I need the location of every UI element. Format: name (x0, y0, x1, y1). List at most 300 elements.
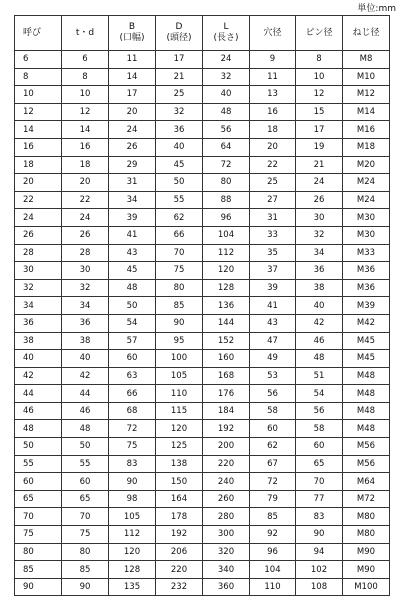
table-row (15, 209, 390, 227)
cell-head-diameter: 62 (156, 209, 203, 227)
table-row (15, 490, 390, 508)
cell-thickness: 65 (62, 490, 109, 508)
cell-thickness: 10 (62, 86, 109, 104)
cell-length: 80 (203, 174, 250, 192)
cell-thickness: 26 (62, 226, 109, 244)
cell-length: 72 (203, 156, 250, 174)
cell-thread-diameter: M30 (343, 226, 390, 244)
cell-nominal: 8 (15, 68, 62, 86)
cell-thread-diameter: M45 (343, 350, 390, 368)
cell-nominal: 30 (15, 262, 62, 280)
cell-pin-diameter: 42 (296, 314, 343, 332)
cell-nominal: 75 (15, 526, 62, 544)
cell-pin-diameter: 10 (296, 68, 343, 86)
cell-mouth-width: 24 (109, 121, 156, 139)
cell-thickness: 24 (62, 209, 109, 227)
cell-thread-diameter: M30 (343, 209, 390, 227)
table-row (15, 561, 390, 579)
cell-thread-diameter: M33 (343, 244, 390, 262)
table-row (15, 438, 390, 456)
cell-head-diameter: 232 (156, 578, 203, 596)
cell-nominal: 34 (15, 297, 62, 315)
cell-thickness: 34 (62, 297, 109, 315)
table-row (15, 279, 390, 297)
cell-hole-diameter: 31 (250, 209, 296, 227)
header-line: B (128, 22, 136, 32)
cell-thickness: 18 (62, 156, 109, 174)
cell-hole-diameter: 62 (250, 438, 296, 456)
cell-nominal: 12 (15, 103, 62, 121)
cell-head-diameter: 32 (156, 103, 203, 121)
table-row (15, 526, 390, 544)
cell-head-diameter: 110 (156, 385, 203, 403)
cell-pin-diameter: 36 (296, 262, 343, 280)
cell-thread-diameter: M56 (343, 438, 390, 456)
cell-thickness: 28 (62, 244, 109, 262)
cell-head-diameter: 17 (156, 51, 203, 69)
cell-thickness: 60 (62, 473, 109, 491)
cell-pin-diameter: 32 (296, 226, 343, 244)
cell-length: 96 (203, 209, 250, 227)
cell-length: 260 (203, 490, 250, 508)
cell-nominal: 85 (15, 561, 62, 579)
table-row (15, 367, 390, 385)
cell-hole-diameter: 33 (250, 226, 296, 244)
cell-hole-diameter: 37 (250, 262, 296, 280)
cell-length: 320 (203, 543, 250, 561)
cell-pin-diameter: 58 (296, 420, 343, 438)
table-body (15, 51, 390, 596)
cell-nominal: 26 (15, 226, 62, 244)
cell-thread-diameter: M90 (343, 543, 390, 561)
cell-thread-diameter: M8 (343, 51, 390, 69)
cell-nominal: 10 (15, 86, 62, 104)
header-pin-diameter (296, 16, 343, 51)
cell-thread-diameter: M80 (343, 526, 390, 544)
cell-pin-diameter: 102 (296, 561, 343, 579)
cell-head-diameter: 70 (156, 244, 203, 262)
cell-mouth-width: 45 (109, 262, 156, 280)
table-row (15, 578, 390, 596)
cell-hole-diameter: 16 (250, 103, 296, 121)
cell-hole-diameter: 11 (250, 68, 296, 86)
cell-mouth-width: 105 (109, 508, 156, 526)
cell-head-diameter: 80 (156, 279, 203, 297)
cell-head-diameter: 50 (156, 174, 203, 192)
cell-length: 40 (203, 86, 250, 104)
header-thread-diameter (343, 16, 390, 51)
cell-hole-diameter: 27 (250, 191, 296, 209)
cell-head-diameter: 75 (156, 262, 203, 280)
cell-thickness: 90 (62, 578, 109, 596)
table-row (15, 174, 390, 192)
cell-length: 88 (203, 191, 250, 209)
cell-hole-diameter: 9 (250, 51, 296, 69)
cell-pin-diameter: 34 (296, 244, 343, 262)
cell-nominal: 50 (15, 438, 62, 456)
cell-length: 128 (203, 279, 250, 297)
cell-nominal: 44 (15, 385, 62, 403)
cell-pin-diameter: 26 (296, 191, 343, 209)
cell-thread-diameter: M48 (343, 420, 390, 438)
cell-thread-diameter: M48 (343, 385, 390, 403)
cell-pin-diameter: 54 (296, 385, 343, 403)
table-row (15, 262, 390, 280)
cell-nominal: 22 (15, 191, 62, 209)
cell-hole-diameter: 72 (250, 473, 296, 491)
cell-pin-diameter: 70 (296, 473, 343, 491)
cell-length: 280 (203, 508, 250, 526)
cell-length: 160 (203, 350, 250, 368)
cell-pin-diameter: 40 (296, 297, 343, 315)
cell-head-diameter: 55 (156, 191, 203, 209)
cell-nominal: 70 (15, 508, 62, 526)
header-subline: (長さ) (213, 33, 239, 43)
table-row (15, 68, 390, 86)
spec-table (14, 15, 390, 596)
cell-nominal: 46 (15, 402, 62, 420)
cell-hole-diameter: 60 (250, 420, 296, 438)
cell-mouth-width: 135 (109, 578, 156, 596)
cell-thickness: 50 (62, 438, 109, 456)
header-line: D (175, 22, 183, 32)
cell-head-diameter: 125 (156, 438, 203, 456)
cell-head-diameter: 178 (156, 508, 203, 526)
cell-thickness: 48 (62, 420, 109, 438)
cell-hole-diameter: 39 (250, 279, 296, 297)
cell-thread-diameter: M36 (343, 262, 390, 280)
cell-mouth-width: 31 (109, 174, 156, 192)
cell-hole-diameter: 25 (250, 174, 296, 192)
table-row (15, 121, 390, 139)
header-row (15, 16, 390, 51)
cell-pin-diameter: 51 (296, 367, 343, 385)
cell-hole-diameter: 43 (250, 314, 296, 332)
cell-thickness: 80 (62, 543, 109, 561)
table-row (15, 86, 390, 104)
cell-mouth-width: 57 (109, 332, 156, 350)
cell-nominal: 40 (15, 350, 62, 368)
cell-head-diameter: 25 (156, 86, 203, 104)
cell-length: 200 (203, 438, 250, 456)
cell-pin-diameter: 15 (296, 103, 343, 121)
cell-head-diameter: 206 (156, 543, 203, 561)
cell-nominal: 6 (15, 51, 62, 69)
cell-hole-diameter: 20 (250, 138, 296, 156)
cell-thread-diameter: M42 (343, 314, 390, 332)
cell-length: 48 (203, 103, 250, 121)
cell-mouth-width: 72 (109, 420, 156, 438)
cell-mouth-width: 17 (109, 86, 156, 104)
cell-thickness: 70 (62, 508, 109, 526)
cell-length: 300 (203, 526, 250, 544)
header-hole-diameter (250, 16, 296, 51)
cell-thickness: 44 (62, 385, 109, 403)
cell-pin-diameter: 90 (296, 526, 343, 544)
cell-head-diameter: 66 (156, 226, 203, 244)
cell-nominal: 80 (15, 543, 62, 561)
cell-thread-diameter: M90 (343, 561, 390, 579)
cell-hole-diameter: 67 (250, 455, 296, 473)
cell-nominal: 65 (15, 490, 62, 508)
header-head-diameter (156, 16, 203, 51)
cell-nominal: 28 (15, 244, 62, 262)
cell-mouth-width: 39 (109, 209, 156, 227)
header-subline: (口幅) (119, 33, 145, 43)
cell-thickness: 6 (62, 51, 109, 69)
cell-thread-diameter: M12 (343, 86, 390, 104)
cell-pin-diameter: 83 (296, 508, 343, 526)
cell-pin-diameter: 8 (296, 51, 343, 69)
table-row (15, 350, 390, 368)
cell-thread-diameter: M72 (343, 490, 390, 508)
cell-mouth-width: 68 (109, 402, 156, 420)
cell-thickness: 32 (62, 279, 109, 297)
cell-head-diameter: 115 (156, 402, 203, 420)
cell-thickness: 75 (62, 526, 109, 544)
cell-mouth-width: 34 (109, 191, 156, 209)
header-length (203, 16, 250, 51)
cell-thread-diameter: M39 (343, 297, 390, 315)
cell-mouth-width: 90 (109, 473, 156, 491)
table-row (15, 473, 390, 491)
table-row (15, 543, 390, 561)
cell-length: 220 (203, 455, 250, 473)
cell-hole-diameter: 47 (250, 332, 296, 350)
cell-nominal: 60 (15, 473, 62, 491)
cell-mouth-width: 54 (109, 314, 156, 332)
cell-pin-diameter: 46 (296, 332, 343, 350)
cell-pin-diameter: 24 (296, 174, 343, 192)
table-row (15, 138, 390, 156)
cell-thread-diameter: M16 (343, 121, 390, 139)
cell-mouth-width: 14 (109, 68, 156, 86)
cell-length: 360 (203, 578, 250, 596)
cell-thickness: 55 (62, 455, 109, 473)
cell-nominal: 18 (15, 156, 62, 174)
table-row (15, 402, 390, 420)
table-row (15, 297, 390, 315)
cell-mouth-width: 20 (109, 103, 156, 121)
header-thickness (62, 16, 109, 51)
cell-nominal: 48 (15, 420, 62, 438)
cell-length: 184 (203, 402, 250, 420)
cell-mouth-width: 43 (109, 244, 156, 262)
cell-mouth-width: 48 (109, 279, 156, 297)
cell-mouth-width: 29 (109, 156, 156, 174)
cell-mouth-width: 112 (109, 526, 156, 544)
cell-hole-diameter: 58 (250, 402, 296, 420)
table-row (15, 420, 390, 438)
cell-pin-diameter: 38 (296, 279, 343, 297)
cell-head-diameter: 45 (156, 156, 203, 174)
cell-thread-diameter: M48 (343, 367, 390, 385)
header-line: t・d (75, 27, 95, 38)
cell-head-diameter: 138 (156, 455, 203, 473)
cell-hole-diameter: 85 (250, 508, 296, 526)
cell-head-diameter: 105 (156, 367, 203, 385)
table-row (15, 51, 390, 69)
cell-thickness: 8 (62, 68, 109, 86)
cell-hole-diameter: 22 (250, 156, 296, 174)
cell-thread-diameter: M100 (343, 578, 390, 596)
cell-nominal: 16 (15, 138, 62, 156)
cell-thickness: 85 (62, 561, 109, 579)
cell-nominal: 14 (15, 121, 62, 139)
cell-head-diameter: 150 (156, 473, 203, 491)
cell-thickness: 14 (62, 121, 109, 139)
cell-length: 56 (203, 121, 250, 139)
cell-head-diameter: 100 (156, 350, 203, 368)
cell-pin-diameter: 56 (296, 402, 343, 420)
table-row (15, 332, 390, 350)
cell-thickness: 30 (62, 262, 109, 280)
cell-head-diameter: 85 (156, 297, 203, 315)
header-line: 呼び (23, 27, 42, 38)
table-row (15, 385, 390, 403)
cell-head-diameter: 120 (156, 420, 203, 438)
cell-mouth-width: 63 (109, 367, 156, 385)
cell-mouth-width: 120 (109, 543, 156, 561)
cell-mouth-width: 26 (109, 138, 156, 156)
cell-hole-diameter: 41 (250, 297, 296, 315)
cell-pin-diameter: 12 (296, 86, 343, 104)
header-nominal (15, 16, 62, 51)
cell-thickness: 16 (62, 138, 109, 156)
cell-head-diameter: 220 (156, 561, 203, 579)
cell-pin-diameter: 30 (296, 209, 343, 227)
cell-pin-diameter: 65 (296, 455, 343, 473)
cell-mouth-width: 50 (109, 297, 156, 315)
cell-mouth-width: 60 (109, 350, 156, 368)
cell-length: 24 (203, 51, 250, 69)
cell-length: 240 (203, 473, 250, 491)
header-line: ねじ径 (352, 27, 380, 38)
cell-thickness: 46 (62, 402, 109, 420)
cell-mouth-width: 98 (109, 490, 156, 508)
cell-thickness: 38 (62, 332, 109, 350)
cell-length: 176 (203, 385, 250, 403)
cell-hole-diameter: 79 (250, 490, 296, 508)
cell-hole-diameter: 104 (250, 561, 296, 579)
cell-nominal: 38 (15, 332, 62, 350)
cell-thickness: 12 (62, 103, 109, 121)
cell-hole-diameter: 110 (250, 578, 296, 596)
cell-hole-diameter: 56 (250, 385, 296, 403)
cell-thread-diameter: M80 (343, 508, 390, 526)
cell-hole-diameter: 18 (250, 121, 296, 139)
cell-length: 112 (203, 244, 250, 262)
cell-head-diameter: 36 (156, 121, 203, 139)
cell-hole-diameter: 92 (250, 526, 296, 544)
cell-nominal: 24 (15, 209, 62, 227)
cell-head-diameter: 192 (156, 526, 203, 544)
cell-thread-diameter: M48 (343, 402, 390, 420)
cell-pin-diameter: 108 (296, 578, 343, 596)
cell-length: 144 (203, 314, 250, 332)
cell-mouth-width: 83 (109, 455, 156, 473)
cell-pin-diameter: 17 (296, 121, 343, 139)
cell-length: 152 (203, 332, 250, 350)
cell-thickness: 40 (62, 350, 109, 368)
cell-nominal: 20 (15, 174, 62, 192)
cell-thread-diameter: M14 (343, 103, 390, 121)
header-mouth-width (109, 16, 156, 51)
cell-thread-diameter: M56 (343, 455, 390, 473)
table-row (15, 244, 390, 262)
table-row (15, 455, 390, 473)
cell-pin-diameter: 21 (296, 156, 343, 174)
table-row (15, 226, 390, 244)
cell-length: 340 (203, 561, 250, 579)
cell-nominal: 55 (15, 455, 62, 473)
header-line: 穴径 (263, 27, 282, 38)
cell-nominal: 90 (15, 578, 62, 596)
cell-thickness: 42 (62, 367, 109, 385)
cell-pin-diameter: 19 (296, 138, 343, 156)
cell-hole-diameter: 53 (250, 367, 296, 385)
cell-thread-diameter: M10 (343, 68, 390, 86)
cell-length: 168 (203, 367, 250, 385)
cell-thread-diameter: M64 (343, 473, 390, 491)
table-header (15, 16, 390, 51)
cell-pin-diameter: 60 (296, 438, 343, 456)
cell-hole-diameter: 35 (250, 244, 296, 262)
cell-nominal: 42 (15, 367, 62, 385)
cell-length: 120 (203, 262, 250, 280)
cell-length: 64 (203, 138, 250, 156)
cell-mouth-width: 11 (109, 51, 156, 69)
unit-label: 単位:mm (357, 4, 396, 14)
cell-length: 136 (203, 297, 250, 315)
cell-thickness: 22 (62, 191, 109, 209)
table-row (15, 314, 390, 332)
cell-head-diameter: 90 (156, 314, 203, 332)
cell-hole-diameter: 49 (250, 350, 296, 368)
cell-pin-diameter: 48 (296, 350, 343, 368)
cell-hole-diameter: 13 (250, 86, 296, 104)
table-row (15, 191, 390, 209)
cell-length: 192 (203, 420, 250, 438)
header-line: ピン径 (305, 27, 333, 38)
cell-mouth-width: 75 (109, 438, 156, 456)
table-row (15, 156, 390, 174)
cell-thread-diameter: M24 (343, 174, 390, 192)
cell-hole-diameter: 96 (250, 543, 296, 561)
table-row (15, 103, 390, 121)
cell-thickness: 20 (62, 174, 109, 192)
cell-nominal: 36 (15, 314, 62, 332)
cell-head-diameter: 21 (156, 68, 203, 86)
cell-thread-diameter: M18 (343, 138, 390, 156)
cell-mouth-width: 128 (109, 561, 156, 579)
cell-thread-diameter: M36 (343, 279, 390, 297)
cell-thickness: 36 (62, 314, 109, 332)
header-subline: (頭径) (166, 33, 192, 43)
cell-mouth-width: 41 (109, 226, 156, 244)
cell-length: 104 (203, 226, 250, 244)
cell-pin-diameter: 94 (296, 543, 343, 561)
cell-head-diameter: 164 (156, 490, 203, 508)
cell-thread-diameter: M24 (343, 191, 390, 209)
cell-thread-diameter: M20 (343, 156, 390, 174)
cell-thread-diameter: M45 (343, 332, 390, 350)
cell-head-diameter: 95 (156, 332, 203, 350)
header-line: L (223, 22, 229, 32)
cell-length: 32 (203, 68, 250, 86)
cell-mouth-width: 66 (109, 385, 156, 403)
cell-pin-diameter: 77 (296, 490, 343, 508)
